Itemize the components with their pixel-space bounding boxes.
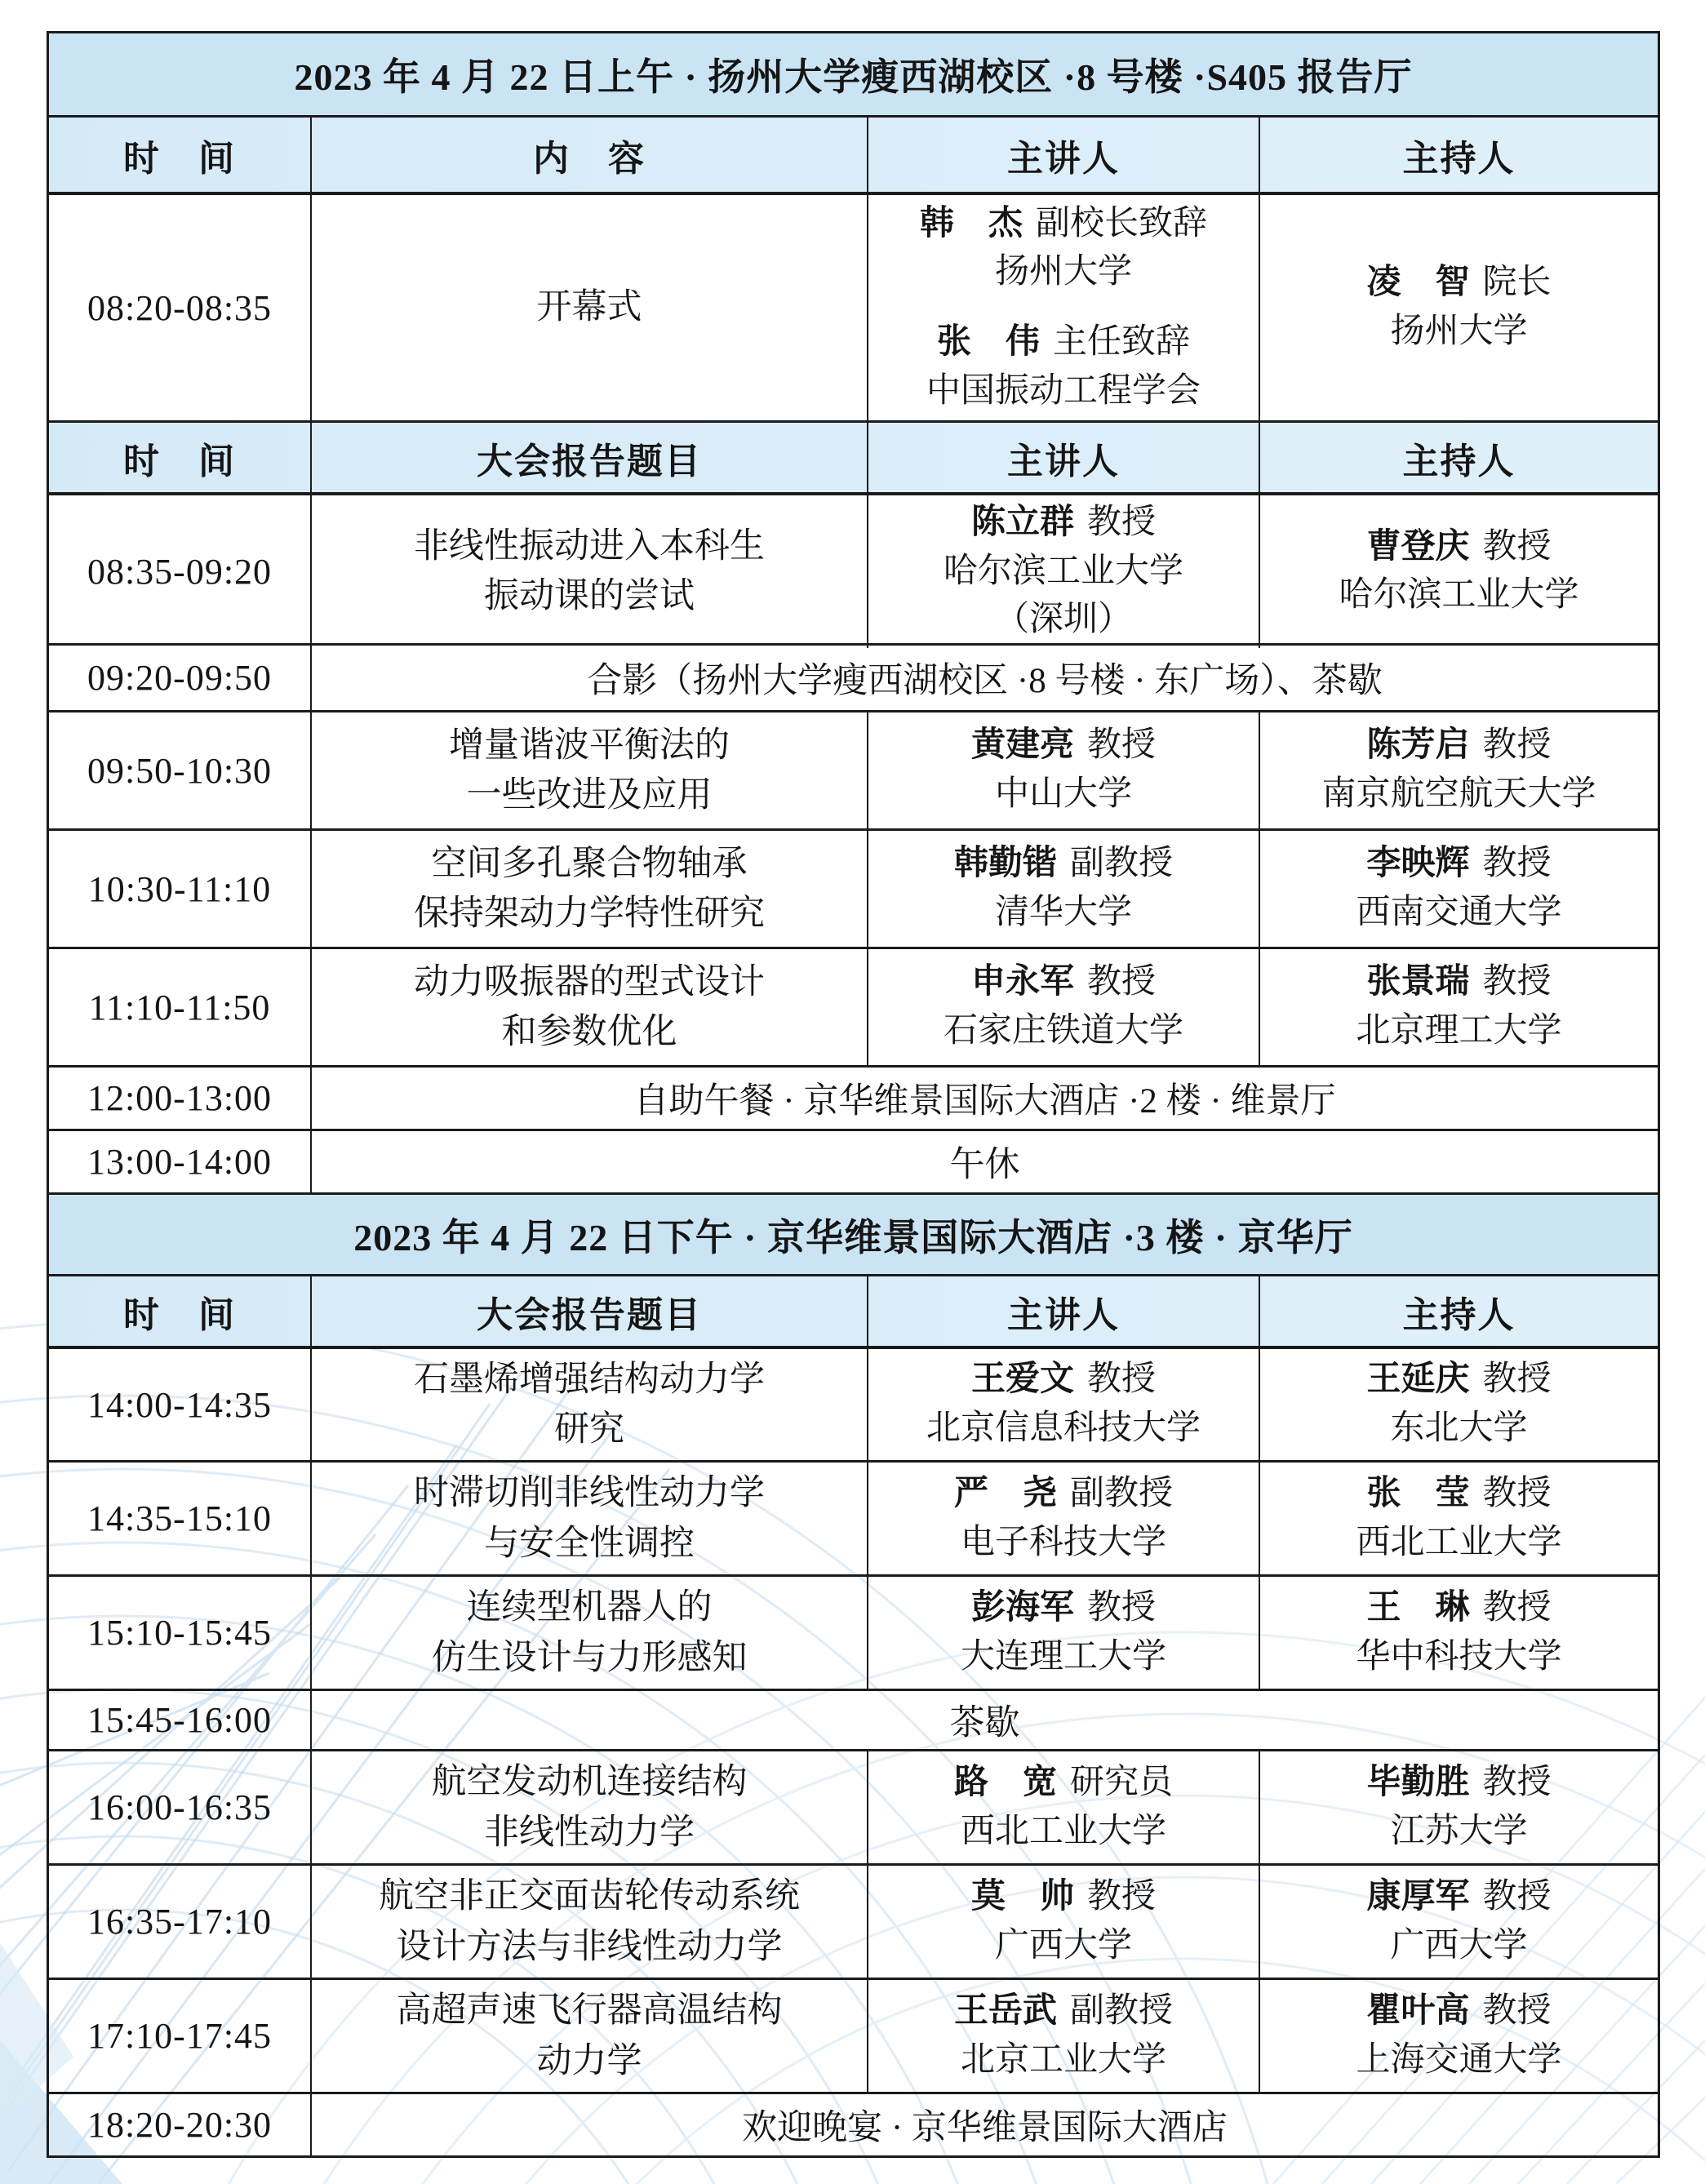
- host-name: 王延庆: [1366, 1361, 1470, 1399]
- topic-line: 空间多孔聚合物轴承: [431, 844, 748, 883]
- speaker-name: 陈立群: [970, 504, 1074, 541]
- host-name: 张 莹: [1366, 1474, 1470, 1512]
- host-name-line: [1366, 1470, 1551, 1519]
- topic-line: 非线性振动进入本科生: [414, 527, 765, 566]
- time-text: 14:00-14:35: [87, 1384, 273, 1425]
- speaker-name: 严 尧: [953, 1474, 1057, 1512]
- header-time-cell: [49, 423, 310, 492]
- topic-line: 非线性动力学: [484, 1813, 695, 1852]
- host-cell: [1259, 949, 1658, 1065]
- time-cell: [49, 1866, 310, 1978]
- speaker-name: 申永军: [970, 963, 1074, 1001]
- speaker-org: 广西大学: [994, 1926, 1132, 1964]
- host-name: 瞿叶高: [1366, 1991, 1470, 2030]
- host-name-line: [1366, 523, 1551, 572]
- speaker-org: 中国振动工程学会: [926, 371, 1201, 410]
- time-text: 16:00-16:35: [87, 1787, 273, 1827]
- speaker-role: 教授: [1087, 504, 1157, 541]
- banner-text: 合影（扬州大学瘦西湖校区 ·8 号楼 · 东广场）、茶歇: [587, 662, 1383, 700]
- host-name-line: [1366, 259, 1551, 308]
- session-row: [49, 1574, 1658, 1689]
- host-role: 院长: [1482, 264, 1552, 302]
- topic-line: 航空非正交面齿轮传动系统: [379, 1877, 800, 1916]
- host-org: 北京理工大学: [1356, 1012, 1562, 1050]
- speaker-name: 韩 杰: [919, 204, 1023, 242]
- speaker-name-line: [971, 1873, 1156, 1922]
- time-cell: [49, 949, 310, 1065]
- topic-cell: [310, 495, 867, 648]
- speaker-org: 电子科技大学: [960, 1523, 1166, 1561]
- speaker-name-line: [954, 840, 1173, 889]
- header-content-cell: [310, 118, 867, 192]
- topic-cell: [310, 1577, 867, 1689]
- speaker-role: 副教授: [1070, 1474, 1174, 1512]
- speaker-cell: [867, 1980, 1259, 2092]
- header-host: 主持人: [1402, 441, 1516, 482]
- host-cell: [1259, 1349, 1658, 1460]
- speaker-org: 清华大学: [994, 894, 1132, 931]
- host-cell: [1259, 1751, 1658, 1863]
- host-role: 教授: [1482, 1588, 1552, 1627]
- topic-line: 保持架动力学特性研究: [414, 894, 765, 933]
- time-text: 18:20-20:30: [87, 2105, 273, 2145]
- header-time: 时 间: [123, 138, 236, 179]
- speaker-cell: [867, 949, 1259, 1065]
- header-host-cell: [1259, 423, 1658, 492]
- speaker-role: 副教授: [1070, 845, 1174, 883]
- time-text: 09:20-09:50: [87, 658, 273, 698]
- host-name-line: [1366, 840, 1551, 889]
- time-text: 12:00-13:00: [87, 1078, 273, 1118]
- host-org: 西北工业大学: [1356, 1523, 1562, 1561]
- time-cell: [49, 1751, 310, 1863]
- speaker-group-1: [920, 200, 1207, 297]
- speaker-name: 黄建亮: [970, 726, 1074, 765]
- session-row: [49, 1749, 1658, 1863]
- speaker-name-line: [954, 1470, 1173, 1519]
- morning-title-band: [49, 33, 1658, 115]
- host-role: 教授: [1482, 726, 1552, 765]
- speaker-cell: [867, 712, 1259, 828]
- time-cell: [49, 1577, 310, 1689]
- time-cell: [49, 712, 310, 828]
- lunch-row: [49, 1065, 1658, 1129]
- speaker-org: 北京信息科技大学: [926, 1409, 1201, 1447]
- host-name-line: [1366, 1584, 1551, 1633]
- banner-text: 午休: [949, 1146, 1020, 1184]
- banquet-row: [49, 2092, 1658, 2155]
- header-time-cell: [49, 118, 310, 192]
- speaker-name-line: [954, 1987, 1173, 2036]
- speaker-name-line: [971, 958, 1156, 1007]
- host-name: 张景瑞: [1366, 963, 1470, 1001]
- speaker-cell: [867, 831, 1259, 947]
- host-role: 教授: [1482, 1991, 1552, 2030]
- speaker-group-2: [926, 318, 1201, 415]
- speaker-name-line: [926, 318, 1201, 367]
- header-content-cell: [310, 1276, 867, 1346]
- speaker-name: 王爱文: [970, 1361, 1074, 1399]
- topic-line: 设计方法与非线性动力学: [396, 1927, 783, 1966]
- topic-line: 一些改进及应用: [466, 776, 713, 815]
- host-name: 陈芳启: [1366, 726, 1470, 765]
- speaker-name-line: [920, 200, 1207, 249]
- banner-cell: [310, 646, 1658, 710]
- morning-title: 2023 年 4 月 22 日上午 · 扬州大学瘦西湖校区 ·8 号楼 ·S405 报告厅: [294, 56, 1413, 98]
- topic-line: 开幕式: [536, 288, 642, 327]
- speaker-name-line: [971, 721, 1156, 770]
- speaker-cell: [867, 1463, 1259, 1574]
- opening-ceremony-row: [49, 192, 1658, 420]
- topic-cell: [310, 1349, 867, 1460]
- host-org: 哈尔滨工业大学: [1339, 576, 1579, 615]
- header-speaker-cell: [867, 118, 1259, 192]
- session-row: [49, 710, 1658, 828]
- speaker-org: 扬州大学: [994, 253, 1132, 291]
- speaker-name: 莫 帅: [970, 1877, 1074, 1915]
- session-row: [49, 1346, 1658, 1460]
- banner-cell: [310, 1691, 1658, 1749]
- time-cell: [49, 2094, 310, 2155]
- host-cell: [1259, 831, 1658, 947]
- header-speaker: 主讲人: [1007, 138, 1120, 179]
- topic-line: 航空发动机连接结构: [431, 1763, 748, 1802]
- header-time: 时 间: [123, 1294, 236, 1335]
- host-name: 曹登庆: [1366, 527, 1470, 566]
- speaker-role: 教授: [1087, 1361, 1157, 1399]
- topic-cell: [310, 949, 867, 1065]
- time-text: 15:45-16:00: [87, 1700, 273, 1740]
- host-name-line: [1366, 1356, 1551, 1405]
- header-host-cell: [1259, 118, 1658, 192]
- host-role: 教授: [1482, 1474, 1552, 1512]
- speaker-role: 教授: [1087, 726, 1157, 765]
- time-text: 15:10-15:45: [87, 1613, 273, 1653]
- banner-cell: [310, 1131, 1658, 1192]
- speaker-org: 石家庄铁道大学: [943, 1012, 1183, 1050]
- header-content: 大会报告题目: [477, 1294, 702, 1335]
- banner-text: 欢迎晚宴 · 京华维景国际大酒店: [742, 2109, 1228, 2147]
- speaker-cell: [867, 495, 1259, 648]
- topic-line: 高超声速飞行器高温结构: [396, 1991, 783, 2031]
- topic-cell: [310, 1751, 867, 1863]
- topic-line: 仿生设计与力形感知: [431, 1638, 748, 1677]
- afternoon-header-row: [49, 1274, 1658, 1346]
- speaker-org: 大连理工大学: [960, 1637, 1166, 1676]
- host-cell: [1259, 712, 1658, 828]
- host-cell: [1259, 1463, 1658, 1574]
- banner-text: 自助午餐 · 京华维景国际大酒店 ·2 楼 · 维景厅: [633, 1082, 1336, 1121]
- host-org: 东北大学: [1390, 1409, 1528, 1447]
- session-row: [49, 828, 1658, 947]
- host-name: 王 琳: [1366, 1588, 1470, 1627]
- speaker-cell: [867, 195, 1259, 420]
- banner-text: 茶歇: [949, 1704, 1020, 1742]
- afternoon-title: 2023 年 4 月 22 日下午 · 京华维景国际大酒店 ·3 楼 · 京华厅: [353, 1216, 1353, 1258]
- morning-header-row-2: [49, 420, 1658, 492]
- host-org: 西南交通大学: [1356, 894, 1562, 931]
- time-cell: [49, 646, 310, 710]
- topic-line: 与安全性调控: [484, 1524, 695, 1563]
- host-cell: [1259, 1577, 1658, 1689]
- time-text: 14:35-15:10: [87, 1498, 273, 1538]
- header-time: 时 间: [123, 441, 236, 482]
- header-host: 主持人: [1402, 138, 1516, 179]
- morning-header-row-1: [49, 115, 1658, 192]
- speaker-role: 研究员: [1070, 1763, 1174, 1801]
- speaker-role: 教授: [1087, 963, 1157, 1001]
- topic-cell: [310, 1980, 867, 2092]
- host-cell: [1259, 195, 1658, 420]
- time-text: 13:00-14:00: [87, 1142, 273, 1182]
- topic-line: 动力学: [536, 2041, 642, 2080]
- header-speaker-cell: [867, 1276, 1259, 1346]
- time-cell: [49, 1691, 310, 1749]
- time-cell: [49, 1463, 310, 1574]
- time-text: 08:35-09:20: [87, 551, 273, 592]
- time-cell: [49, 1131, 310, 1192]
- time-text: 11:10-11:50: [88, 987, 271, 1028]
- topic-line: 动力吸振器的型式设计: [414, 962, 765, 1001]
- host-name-line: [1366, 958, 1551, 1007]
- topic-line: 振动课的尝试: [484, 577, 695, 616]
- speaker-role: 教授: [1087, 1588, 1157, 1627]
- host-role: 教授: [1482, 1361, 1552, 1399]
- conference-schedule-table: [47, 31, 1660, 2158]
- topic-cell: [310, 195, 867, 420]
- host-name: 凌 智: [1366, 264, 1470, 302]
- host-role: 教授: [1482, 1763, 1552, 1801]
- host-org: 江苏大学: [1390, 1812, 1528, 1850]
- speaker-org: 哈尔滨工业大学: [943, 552, 1183, 590]
- banner-cell: [310, 2094, 1658, 2155]
- speaker-name: 路 宽: [953, 1763, 1057, 1801]
- host-role: 教授: [1482, 1877, 1552, 1915]
- time-cell: [49, 1980, 310, 2092]
- photo-break-row: [49, 643, 1658, 710]
- speaker-cell: [867, 1751, 1259, 1863]
- header-host: 主持人: [1402, 1294, 1516, 1335]
- time-cell: [49, 495, 310, 648]
- time-text: 10:30-11:10: [87, 868, 272, 909]
- speaker-name: 彭海军: [970, 1588, 1074, 1627]
- topic-line: 研究: [554, 1410, 624, 1449]
- noon-break-row: [49, 1129, 1658, 1192]
- banner-cell: [310, 1068, 1658, 1129]
- time-cell: [49, 195, 310, 420]
- speaker-role: 教授: [1087, 1877, 1157, 1915]
- header-content: 内 容: [533, 138, 646, 179]
- speaker-org: 中山大学: [994, 775, 1132, 813]
- header-content-cell: [310, 423, 867, 492]
- tea-break-row: [49, 1689, 1658, 1749]
- host-name-line: [1366, 1759, 1551, 1808]
- speaker-cell: [867, 1349, 1259, 1460]
- topic-cell: [310, 1463, 867, 1574]
- topic-line: 增量谐波平衡法的: [449, 726, 730, 765]
- session-row: [49, 492, 1658, 643]
- host-name: 康厚军: [1366, 1877, 1470, 1915]
- host-org: 扬州大学: [1390, 313, 1528, 350]
- speaker-name-line: [971, 1584, 1156, 1633]
- speaker-name-line: [971, 1356, 1156, 1405]
- speaker-org: 北京工业大学: [960, 2040, 1166, 2079]
- speaker-name-line: [954, 1759, 1173, 1808]
- header-time-cell: [49, 1276, 310, 1346]
- host-org: 广西大学: [1390, 1926, 1528, 1964]
- host-role: 教授: [1482, 845, 1552, 883]
- header-speaker-cell: [867, 423, 1259, 492]
- speaker-cell: [867, 1577, 1259, 1689]
- speaker-role: 主任致辞: [1052, 323, 1190, 361]
- time-text: 09:50-10:30: [87, 750, 273, 791]
- speaker-role: 副教授: [1070, 1991, 1174, 2030]
- time-text: 08:20-08:35: [87, 287, 273, 328]
- speaker-role: 副校长致辞: [1036, 204, 1208, 242]
- session-row: [49, 1863, 1658, 1978]
- speaker-name: 王岳武: [953, 1991, 1057, 2030]
- host-cell: [1259, 1866, 1658, 1978]
- host-name-line: [1366, 721, 1551, 770]
- speaker-name: 张 伟: [936, 323, 1040, 361]
- host-cell: [1259, 495, 1658, 648]
- host-org: 华中科技大学: [1356, 1637, 1562, 1676]
- header-content: 大会报告题目: [477, 441, 702, 482]
- speaker-cell: [867, 1866, 1259, 1978]
- time-cell: [49, 1349, 310, 1460]
- header-speaker: 主讲人: [1007, 1294, 1120, 1335]
- topic-cell: [310, 1866, 867, 1978]
- speaker-org: 西北工业大学: [960, 1812, 1166, 1850]
- time-text: 17:10-17:45: [87, 2016, 273, 2056]
- host-name-line: [1366, 1873, 1551, 1922]
- speaker-org: （深圳）: [994, 601, 1132, 639]
- session-row: [49, 1460, 1658, 1574]
- time-cell: [49, 831, 310, 947]
- host-org: 上海交通大学: [1356, 2040, 1562, 2079]
- speaker-name-line: [971, 499, 1156, 548]
- topic-line: 时滞切削非线性动力学: [414, 1474, 765, 1513]
- time-text: 16:35-17:10: [87, 1902, 273, 1942]
- topic-line: 石墨烯增强结构动力学: [414, 1360, 765, 1399]
- host-org: 南京航空航天大学: [1321, 775, 1596, 813]
- header-speaker: 主讲人: [1007, 441, 1120, 482]
- host-name: 李映辉: [1366, 845, 1470, 883]
- host-role: 教授: [1482, 963, 1552, 1001]
- time-cell: [49, 1068, 310, 1129]
- speaker-name: 韩勤锴: [953, 845, 1057, 883]
- topic-cell: [310, 712, 867, 828]
- afternoon-title-band: [49, 1192, 1658, 1274]
- host-name-line: [1366, 1987, 1551, 2036]
- session-row: [49, 1978, 1658, 2092]
- host-role: 教授: [1482, 527, 1552, 566]
- session-row: [49, 947, 1658, 1065]
- host-cell: [1259, 1980, 1658, 2092]
- topic-line: 和参数优化: [501, 1013, 677, 1051]
- topic-line: 连续型机器人的: [466, 1588, 713, 1627]
- topic-cell: [310, 831, 867, 947]
- host-name: 毕勤胜: [1366, 1763, 1470, 1801]
- header-host-cell: [1259, 1276, 1658, 1346]
